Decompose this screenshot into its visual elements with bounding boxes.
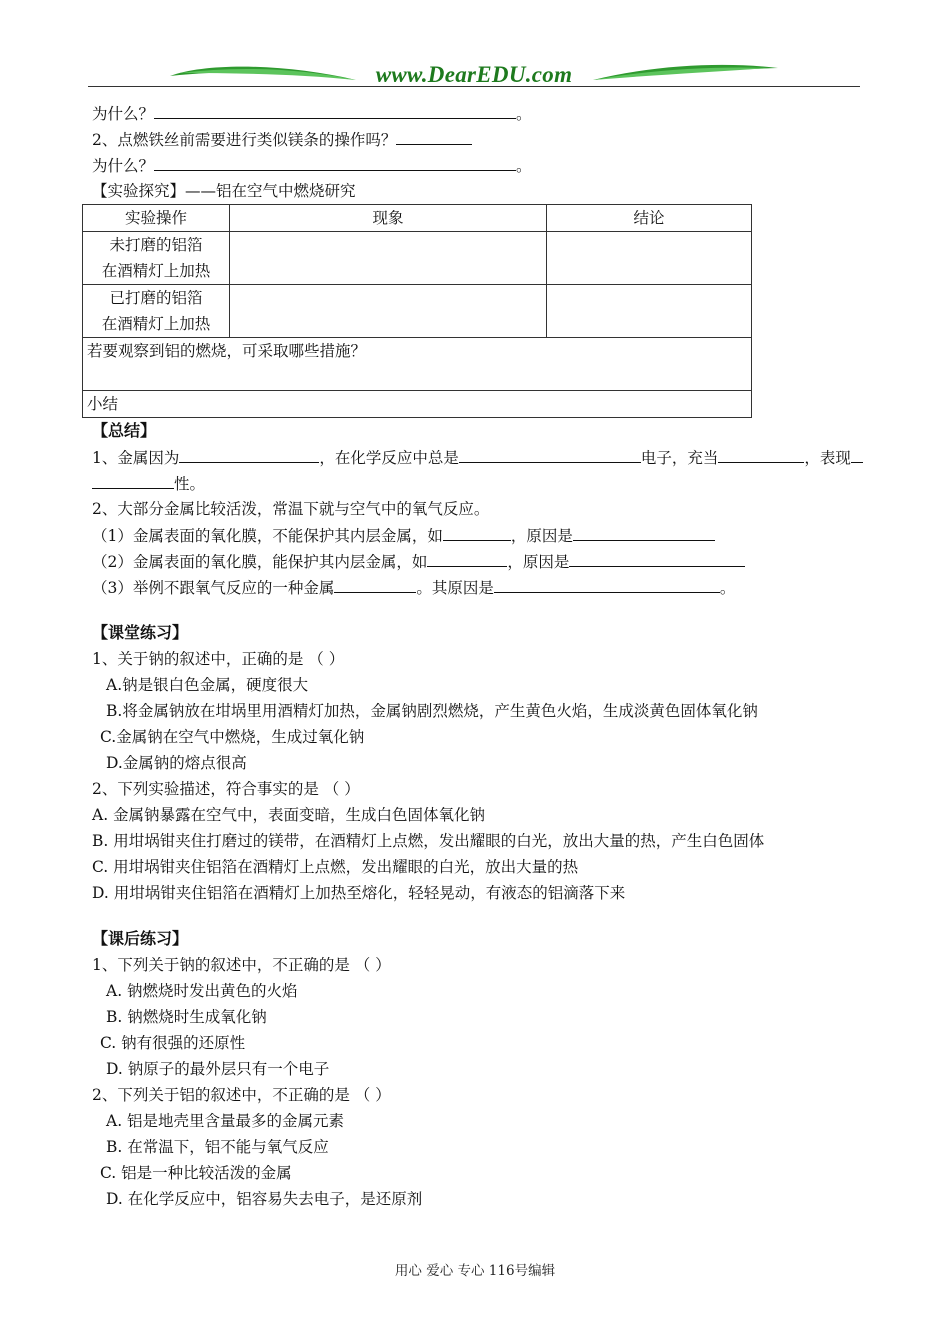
- text: ，原因是: [507, 553, 570, 571]
- why-line-2: [92, 152, 872, 178]
- summary-line-1-cont: [92, 470, 872, 496]
- answer-blank[interactable]: [334, 574, 416, 593]
- question-stem: 1、下列关于钠的叙述中，不正确的是 （ ）: [92, 956, 391, 974]
- summary-line-1: [92, 444, 872, 470]
- option-c[interactable]: C.金属钠在空气中燃烧，生成过氧化钠: [100, 728, 365, 746]
- operation-line: 在酒精灯上加热: [101, 262, 211, 280]
- summary-sub-1: [92, 522, 872, 548]
- phenomenon-cell[interactable]: [230, 232, 547, 285]
- answer-blank[interactable]: [573, 522, 715, 541]
- answer-blank[interactable]: [851, 444, 863, 463]
- option-c[interactable]: C. 钠有很强的还原性: [100, 1034, 246, 1052]
- table-row: [83, 338, 752, 391]
- experiment-table: [82, 204, 752, 418]
- summary-label: 小结: [87, 395, 119, 413]
- operation-line: 已打磨的铝箔: [109, 289, 203, 307]
- period: 。: [516, 105, 532, 123]
- option-d[interactable]: D. 用坩埚钳夹住铝箔在酒精灯上加热至熔化，轻轻晃动，有液态的铝滴落下来: [92, 884, 626, 902]
- why-label: 为什么？: [92, 157, 155, 175]
- answer-blank[interactable]: [718, 444, 804, 463]
- summary-line-2: 2、大部分金属比较活泼，常温下就与空气中的氧气反应。: [92, 500, 490, 518]
- question-stem: 2、下列关于铝的叙述中，不正确的是 （ ）: [92, 1086, 391, 1104]
- measures-question: 若要观察到铝的燃烧，可采取哪些措施？: [87, 342, 367, 360]
- operation-line: 在酒精灯上加热: [101, 315, 211, 333]
- option-a[interactable]: A. 金属钠暴露在空气中，表面变暗，生成白色固体氧化钠: [92, 806, 486, 824]
- answer-blank[interactable]: [459, 444, 641, 463]
- text: 电子，充当: [640, 449, 719, 467]
- page-footer: 用心 爱心 专心 116号编辑: [394, 1263, 556, 1279]
- answer-blank[interactable]: [92, 470, 174, 489]
- header-conclusion: 结论: [547, 205, 752, 232]
- header-rule: [88, 86, 860, 87]
- answer-blank[interactable]: [154, 100, 516, 119]
- phenomenon-cell[interactable]: [230, 285, 547, 338]
- class-practice-heading: 【课堂练习】: [92, 623, 189, 642]
- conclusion-cell[interactable]: [547, 285, 752, 338]
- question-text: 2、点燃铁丝前需要进行类似镁条的操作吗？: [92, 131, 397, 149]
- spacer: [92, 600, 872, 620]
- header-operation: 实验操作: [83, 205, 230, 232]
- measures-question-cell[interactable]: [83, 338, 752, 391]
- option-b[interactable]: B. 钠燃烧时生成氧化钠: [106, 1008, 267, 1026]
- text: ，原因是: [510, 527, 573, 545]
- operation-line: 未打磨的铝箔: [109, 236, 203, 254]
- option-a[interactable]: A. 铝是地壳里含量最多的金属元素: [106, 1112, 345, 1130]
- table-row: [83, 232, 752, 285]
- worksheet-content: [87, 100, 872, 1212]
- experiment-title: 【实验探究】——铝在空气中燃烧研究: [92, 182, 356, 200]
- table-header-row: [83, 205, 752, 232]
- answer-blank[interactable]: [396, 126, 472, 145]
- header-phenomenon: 现象: [230, 205, 547, 232]
- site-logo-text: www.DearEDU.com: [375, 62, 573, 87]
- summary-cell[interactable]: [83, 391, 752, 418]
- conclusion-cell[interactable]: [547, 232, 752, 285]
- option-d[interactable]: D.金属钠的熔点很高: [106, 754, 247, 772]
- answer-blank[interactable]: [443, 522, 511, 541]
- text: 1、金属因为: [92, 449, 180, 467]
- question-2: [92, 126, 872, 152]
- option-d[interactable]: D. 在化学反应中，铝容易失去电子，是还原剂: [106, 1190, 423, 1208]
- option-c[interactable]: C. 用坩埚钳夹住铝箔在酒精灯上点燃，发出耀眼的白光，放出大量的热: [92, 858, 579, 876]
- text: （1）金属表面的氧化膜，不能保护其内层金属，如: [92, 527, 443, 545]
- option-a[interactable]: A. 钠燃烧时发出黄色的火焰: [106, 982, 298, 1000]
- answer-blank[interactable]: [427, 548, 507, 567]
- answer-blank[interactable]: [494, 574, 720, 593]
- spacer: [92, 906, 872, 926]
- text: 。: [719, 579, 736, 597]
- operation-cell: [83, 285, 230, 338]
- summary-sub-2: [92, 548, 872, 574]
- option-a[interactable]: A.钠是银白色金属，硬度很大: [106, 676, 309, 694]
- answer-blank[interactable]: [569, 548, 745, 567]
- text: 。其原因是: [416, 579, 494, 597]
- text: ，表现: [804, 449, 851, 467]
- option-b[interactable]: B. 用坩埚钳夹住打磨过的镁带，在酒精灯上点燃，发出耀眼的白光，放出大量的热，产生白色固体: [92, 832, 765, 850]
- period: 。: [516, 157, 532, 175]
- summary-heading: 【总结】: [92, 421, 157, 440]
- operation-cell: [83, 232, 230, 285]
- option-d[interactable]: D. 钠原子的最外层只有一个电子: [106, 1060, 330, 1078]
- option-c[interactable]: C. 铝是一种比较活泼的金属: [100, 1164, 292, 1182]
- text: ，在化学反应中总是: [319, 449, 459, 467]
- homework-heading: 【课后练习】: [92, 929, 189, 948]
- question-stem: 1、关于钠的叙述中，正确的是 （ ）: [92, 650, 345, 668]
- page-header: [88, 60, 860, 92]
- text: （2）金属表面的氧化膜，能保护其内层金属，如: [92, 553, 428, 571]
- table-row: [83, 391, 752, 418]
- question-stem: 2、下列实验描述，符合事实的是 （ ）: [92, 780, 360, 798]
- why-label: 为什么？: [92, 105, 155, 123]
- summary-sub-3: [92, 574, 872, 600]
- text: （3）举例不跟氧气反应的一种金属: [92, 579, 335, 597]
- option-b[interactable]: B. 在常温下，铝不能与氧气反应: [106, 1138, 329, 1156]
- text: 性。: [174, 475, 206, 493]
- answer-blank[interactable]: [154, 152, 516, 171]
- answer-blank[interactable]: [179, 444, 319, 463]
- table-row: [83, 285, 752, 338]
- option-b[interactable]: B.将金属钠放在坩埚里用酒精灯加热，金属钠剧烈燃烧，产生黄色火焰，生成淡黄色固体氧化钠: [106, 702, 758, 720]
- why-line-1: [92, 100, 872, 126]
